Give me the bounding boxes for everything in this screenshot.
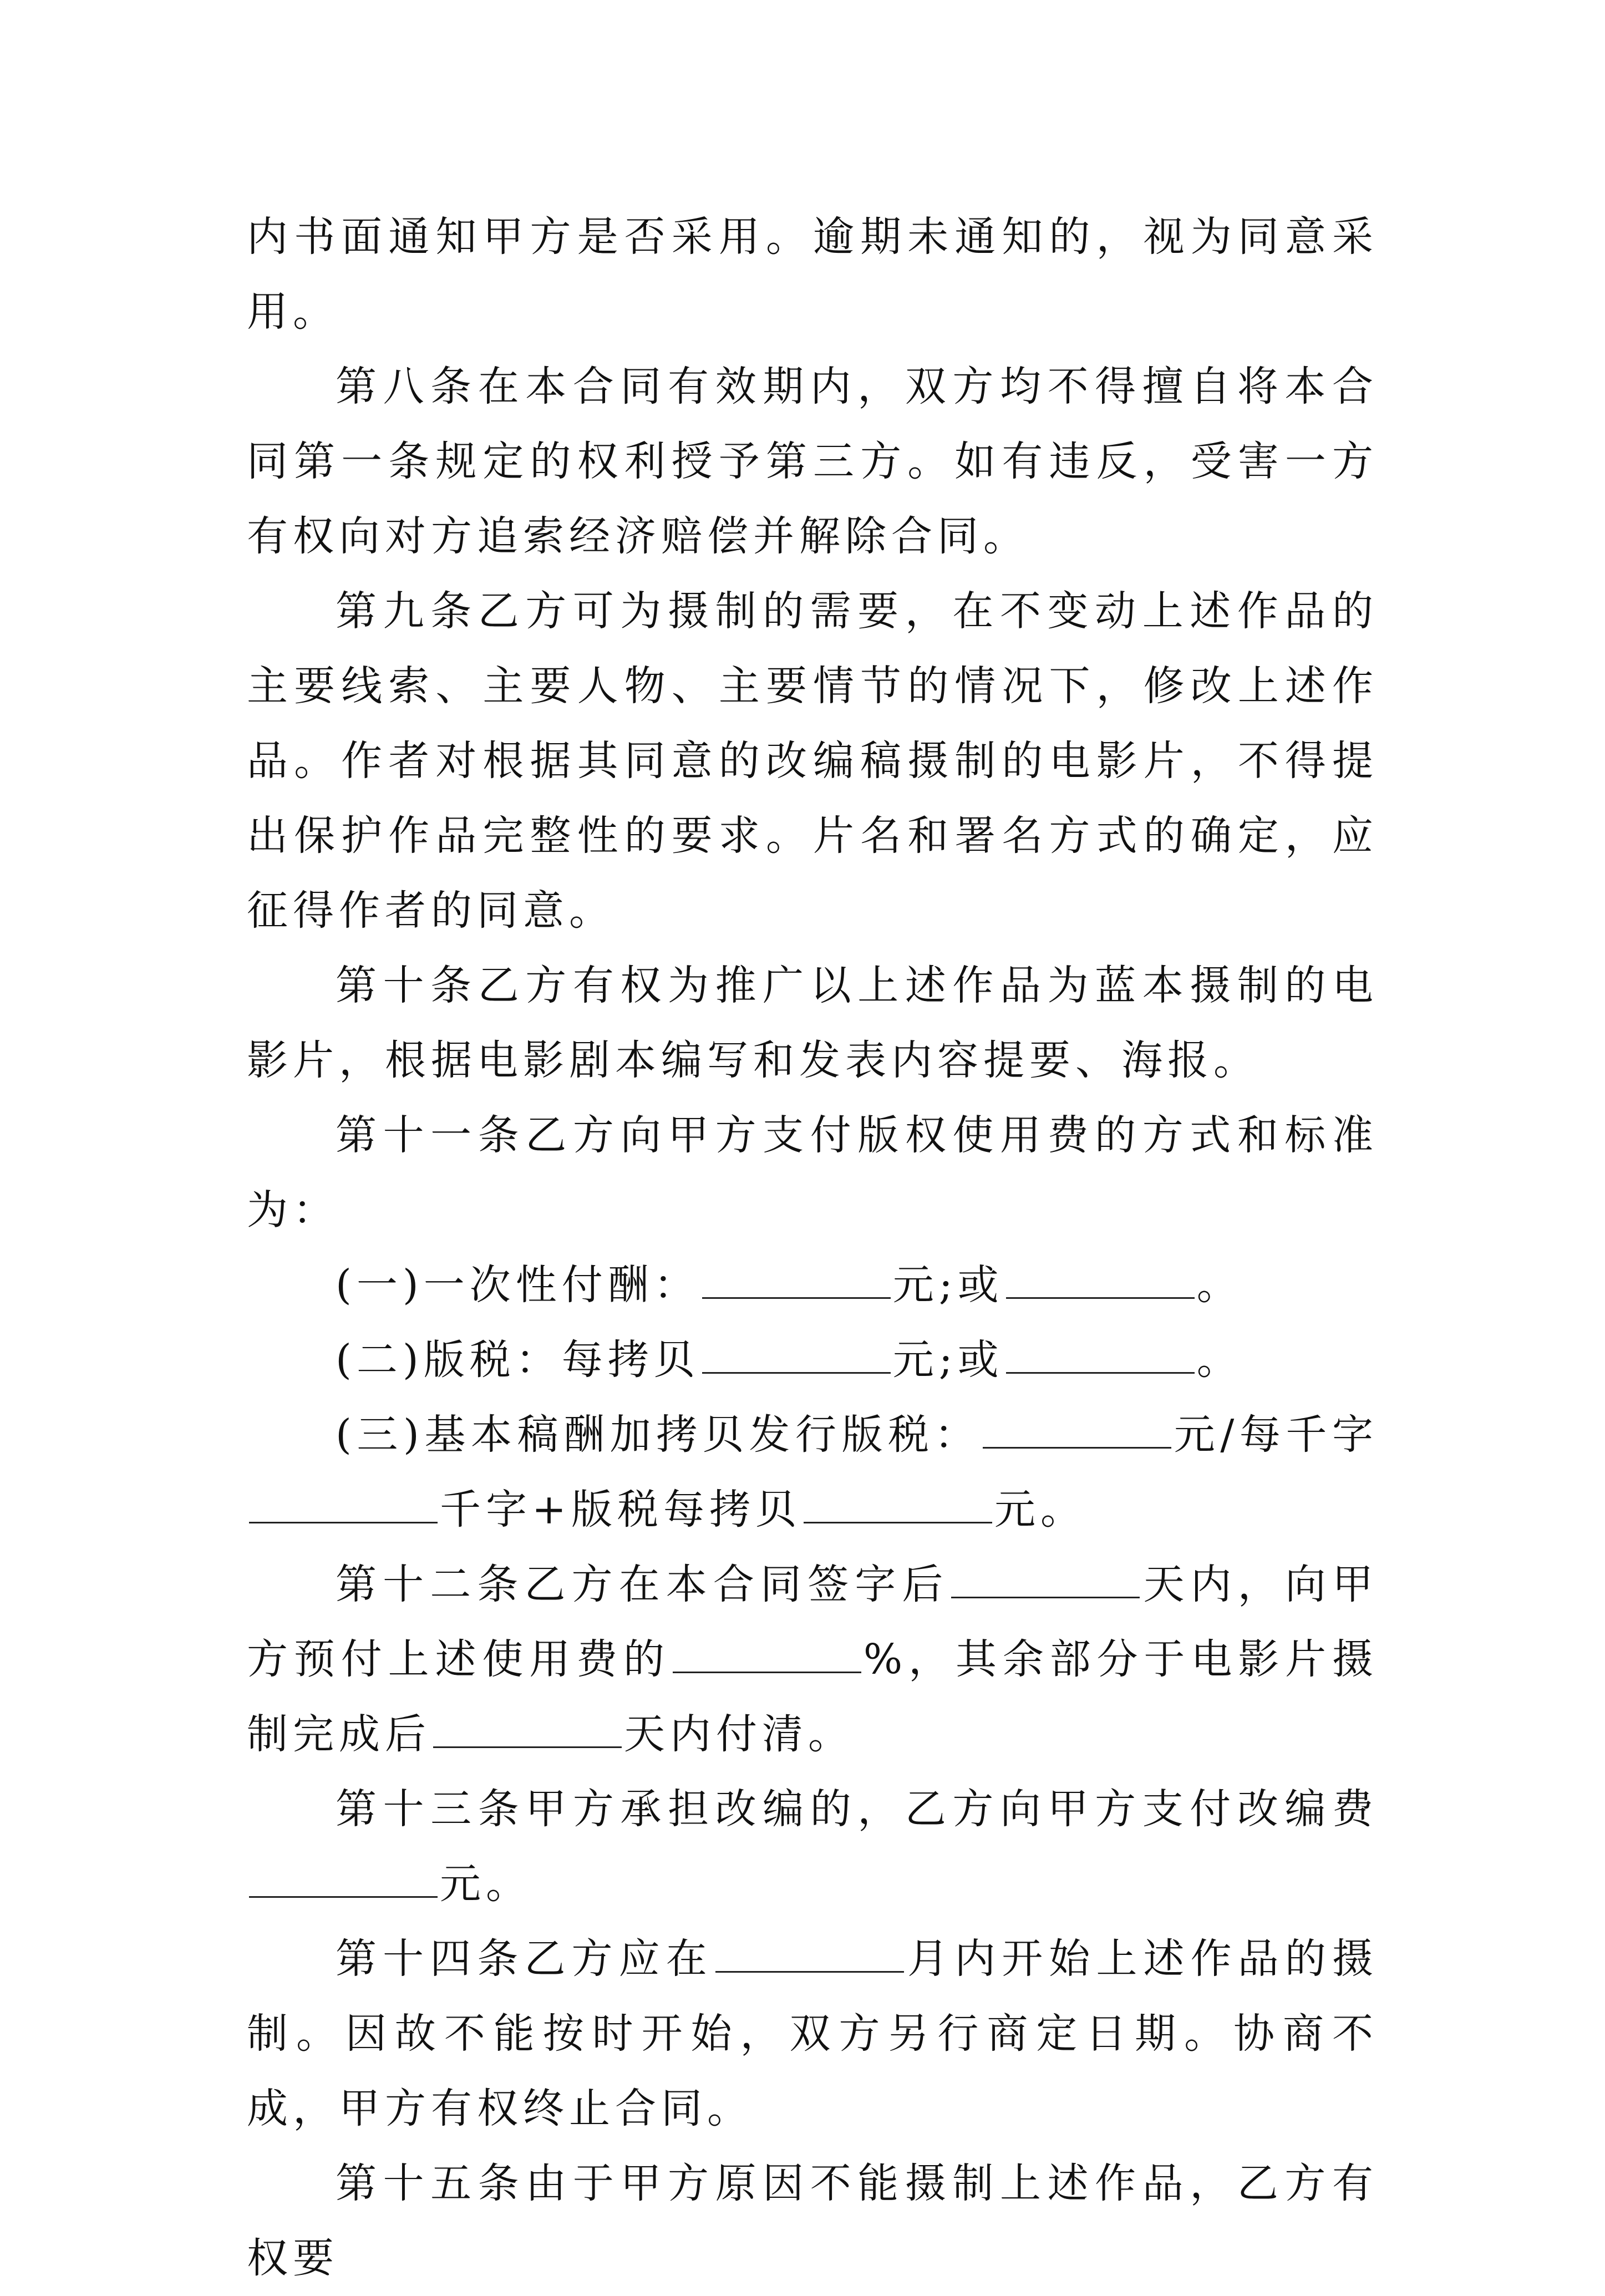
article-15: 第十五条由于甲方原因不能摄制上述作品，乙方有权要 bbox=[247, 2160, 1378, 2282]
article-13: 第十三条甲方承担改编的，乙方向甲方支付改编费元。 bbox=[247, 1772, 1378, 1922]
paragraph-continuation: 内书面通知甲方是否采用。逾期未通知的，视为同意采用。 bbox=[247, 213, 1378, 336]
article-12: 第十二条乙方在本合同签字后 天内，向甲方预付上述使用费的 %，其余部分于电影片摄制完成后 天内付清。 bbox=[247, 1561, 1379, 1758]
article-9: 第九条乙方可为摄制的需要，在不变动上述作品的主要线索、主要人物、主要情节的情况下，修改上述作品。作者对根据其同意的改编稿摄制的电影片，不得提出保护作品完整性的要求。片名和署名方式的确定，应征得作者的同意。 bbox=[247, 587, 1378, 934]
article-11-item-2: (二)版税：每拷贝 元;或 。 bbox=[336, 1336, 1243, 1384]
article-11: 第十一条乙方向甲方支付版权使用费的方式和标准为： bbox=[247, 1111, 1378, 1234]
fill-in-blank bbox=[249, 1521, 438, 1523]
article-11-item-1: (一)一次性付酬： 元;或 。 bbox=[336, 1261, 1243, 1309]
fill-in-blank bbox=[702, 1371, 891, 1374]
fill-in-blank bbox=[1006, 1297, 1195, 1299]
contract-text-body bbox=[247, 200, 1378, 2296]
article-8: 第八条在本合同有效期内，双方均不得擅自将本合同第一条规定的权利授予第三方。如有违反，受害一方有权向对方追索经济赔偿并解除合同。 bbox=[247, 363, 1378, 560]
fill-in-blank bbox=[433, 1746, 622, 1748]
article-11-item-3: (三)基本稿酬加拷贝发行版税： 元/每千字千字+版税每拷贝 元。 bbox=[247, 1398, 1378, 1547]
fill-in-blank bbox=[715, 1970, 904, 1973]
article-14: 第十四条乙方应在 月内开始上述作品的摄制。因故不能按时开始，双方另行商定日期。协商不成，甲方有权终止合同。 bbox=[247, 1935, 1379, 2132]
fill-in-blank bbox=[249, 1896, 438, 1898]
fill-in-blank bbox=[804, 1521, 992, 1523]
article-10: 第十条乙方有权为推广以上述作品为蓝本摄制的电影片，根据电影剧本编写和发表内容提要、海报。 bbox=[247, 962, 1378, 1084]
fill-in-blank bbox=[673, 1671, 861, 1673]
fill-in-blank bbox=[983, 1446, 1171, 1449]
fill-in-blank bbox=[951, 1596, 1140, 1598]
fill-in-blank bbox=[702, 1297, 891, 1299]
fill-in-blank bbox=[1006, 1371, 1195, 1374]
